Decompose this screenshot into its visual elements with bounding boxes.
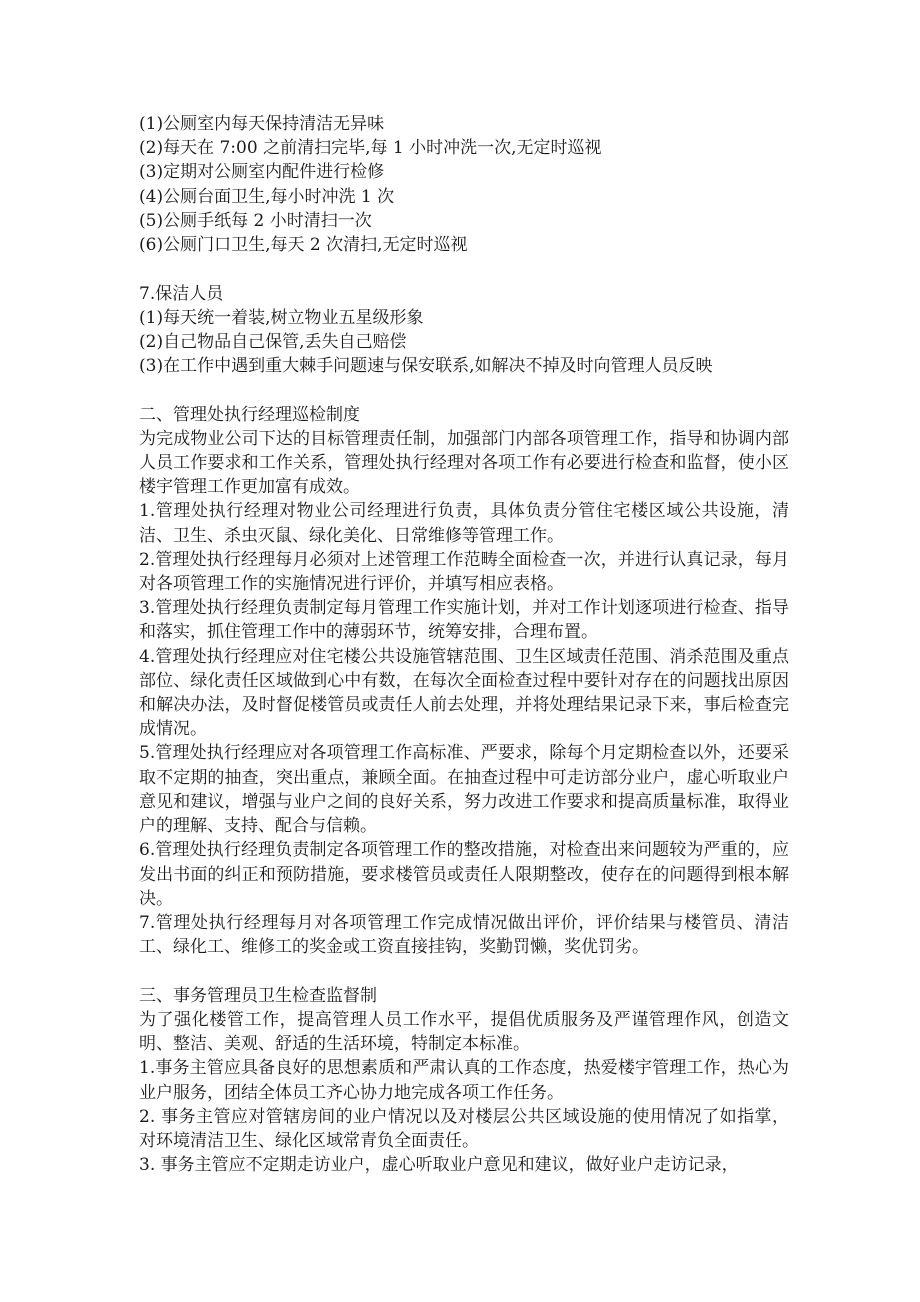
section-heading: 二、管理处执行经理巡检制度 [139, 404, 360, 425]
list-item: (1)公厕室内每天保持清洁无异味 [139, 114, 385, 134]
list-item: (1)每天统一着装,树立物业五星级形象 [139, 307, 424, 328]
spacer [139, 257, 789, 281]
list-item: 4.管理处执行经理应对住宅楼公共设施管辖范围、卫生区域责任范围、消杀范围及重点部位、绿化责任区域做到心中有数，在每次全面检查过程中要针对存在的问题找出原因和解决办法，及时督促楼管员或责任人前去处理，并将处理结果记录下来，事后检查完成情况。 [139, 646, 789, 740]
list-item: (2)自己物品自己保管,丢失自己赔偿 [139, 331, 407, 352]
list-item: 3. 事务主管应不定期走访业户，虚心听取业户意见和建议，做好业户走访记录， [139, 1155, 739, 1176]
document-body [139, 112, 789, 1177]
list-item: 1.管理处执行经理对物业公司经理进行负责，具体负责分管住宅楼区域公共设施，清洁、卫生、杀虫灭鼠、绿化美化、日常维修等管理工作。 [139, 501, 789, 546]
list-item: 2. 事务主管应对管辖房间的业户情况以及对楼层公共区域设施的使用情况了如指掌，对环境清洁卫生、绿化区域常青负全面责任。 [139, 1106, 789, 1151]
list-item: (3)定期对公厕室内配件进行检修 [139, 162, 385, 183]
section-hygiene-supervision [139, 984, 789, 1178]
spacer [139, 378, 789, 402]
list-item: (3)在工作中遇到重大棘手问题速与保安联系,如解决不掉及时向管理人员反映 [139, 356, 713, 377]
list-item: 7.管理处执行经理每月对各项管理工作完成情况做出评价，评价结果与楼管员、清洁工、绿化工、维修工的奖金或工资直接挂钩，奖勤罚懒，奖优罚劣。 [139, 912, 789, 958]
toilet-rules-list [139, 112, 789, 257]
section-intro: 为了强化楼管工作，提高管理人员工作水平，提倡优质服务及严谨管理作风，创造文明、整洁、美观、舒适的生活环境，特制定本标准。 [139, 1009, 789, 1055]
list-item: (2)每天在 7:00 之前清扫完毕,每 1 小时冲洗一次,无定时巡视 [139, 138, 602, 159]
section-inspection-system [139, 403, 789, 960]
list-item: 3.管理处执行经理负责制定每月管理工作实施计划，并对工作计划逐项进行检查、指导和落实，抓住管理工作中的薄弱环节，统筹安排，合理布置。 [139, 598, 789, 643]
list-item: 5.管理处执行经理应对各项管理工作高标准、严要求，除每个月定期检查以外，还要采取不定期的抽查，突出重点，兼顾全面。在抽查过程中可走访部分业户，虚心听取业户意见和建议，增强与业户之间的良好关系，努力改进工作要求和提高质量标准，取得业户的理解、支持、配合与信赖。 [139, 743, 789, 837]
section-heading: 7.保洁人员 [139, 283, 224, 304]
section-heading: 三、事务管理员卫生检查监督制 [139, 985, 377, 1006]
list-item: (6)公厕门口卫生,每天 2 次清扫,无定时巡视 [139, 234, 468, 255]
list-item: 1.事务主管应具备良好的思想素质和严肃认真的工作态度，热爱楼宇管理工作，热心为业户服务，团结全体员工齐心协力地完成各项工作任务。 [139, 1058, 789, 1103]
list-item: 6.管理处执行经理负责制定各项管理工作的整改措施，对检查出来问题较为严重的，应发出书面的纠正和预防措施，要求楼管员或责任人限期整改，使存在的问题得到根本解决。 [139, 840, 789, 909]
section-intro: 为完成物业公司下达的目标管理责任制，加强部门内部各项管理工作，指导和协调内部人员工作要求和工作关系，管理处执行经理对各项工作有必要进行检查和监督，使小区楼宇管理工作更加富有成效。 [139, 428, 789, 498]
cleaning-staff-section [139, 282, 789, 379]
spacer [139, 959, 789, 983]
list-item: 2.管理处执行经理每月必须对上述管理工作范畴全面检查一次，并进行认真记录，每月对各项管理工作的实施情况进行评价，并填写相应表格。 [139, 549, 789, 595]
list-item: (5)公厕手纸每 2 小时清扫一次 [139, 210, 372, 231]
list-item: (4)公厕台面卫生,每小时冲洗 1 次 [139, 186, 395, 207]
